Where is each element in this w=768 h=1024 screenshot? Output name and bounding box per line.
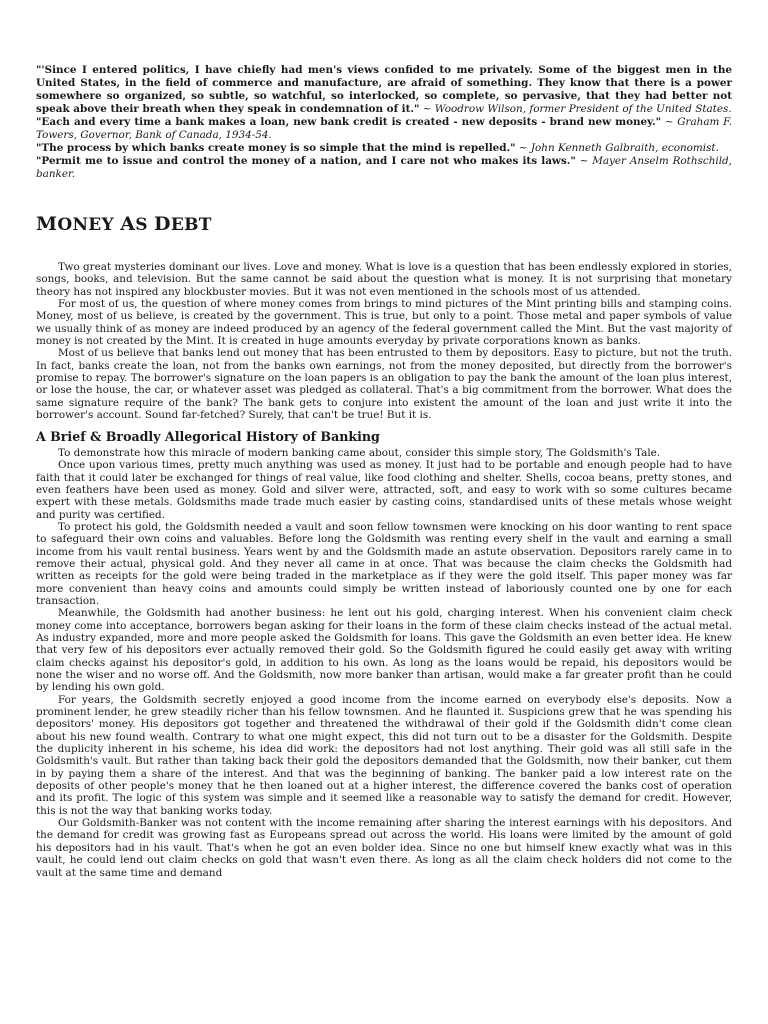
section-paragraph: Our Goldsmith-Banker was not content with the income remaining after sharing the interest earnings with his depositors. And the demand for credit was growing fast as Europeans spread out across the world. His loans were limited by the amount of gold his depositors had in his vault. That's when he got an even bolder idea. Since no one but himself knew exactly what was in this vault, he could lend out claim checks on gold that wasn't even there. As long as all the claim check holders did not come to the vault at the same time and demand — [36, 817, 732, 879]
title-part: ONEY — [57, 215, 121, 235]
quote-rothschild — [36, 155, 732, 181]
quote-attribution: ~ Woodrow Wilson, former President of the United States. — [419, 103, 732, 115]
title-initial-m: M — [36, 213, 58, 235]
quote-text: "'Since I entered politics, I have chiefly had men's views confided to me privately. Some of the biggest men in the United States, in the field of commerce and manufacture, are afraid of something. They know that there is a power somewhere so organized, so subtle, so watchful, so interlocked, so complete, so pervasive, that they had better not speak above their breath when they speak in condemnation of it." — [36, 64, 732, 115]
section-paragraph: To protect his gold, the Goldsmith needed a vault and soon fellow townsmen were knocking on his door wanting to rent space to safeguard their own coins and valuables. Before long the Goldsmith was renting every shelf in the vault and earning a small income from his vault rental business. Years went by and the Goldsmith made an astute observation. Depositors rarely came in to remove their actual, physical gold. And they never all came in at once. That was because the claim checks the Goldsmith had written as receipts for the gold were being traded in the marketplace as if they were the gold itself. This paper money was far more convenient than heavy coins and amounts could simply be written instead of laboriously counted one by one for each transaction. — [36, 520, 732, 607]
quote-text: "Permit me to issue and control the money of a nation, and I care not who makes its laws." — [36, 155, 576, 167]
intro-paragraph: Most of us believe that banks lend out money that has been entrusted to them by depositors. Easy to picture, but not the truth. In fact, banks create the loan, not from the banks own earnings, not from the money deposited, but directly from the borrower's promise to repay. The borrower's signature on the loan papers is an obligation to pay the bank the amount of the loan plus interest, or lose the house, the car, or whatever asset was pledged as collateral. That's a big commitment from the borrower. What does the same signature require of the bank? The bank gets to conjure into existent the amount of the loan and just write it into the borrower's account. Sound far-fetched? Surely, that can't be true! But it is. — [36, 347, 732, 422]
epigraph-quotes — [36, 64, 732, 181]
quote-text: "Each and every time a bank makes a loan, new bank credit is created - new deposits - brand new money." — [36, 116, 662, 128]
intro-paragraph: Two great mysteries dominant our lives. Love and money. What is love is a question that has been endlessly explored in stories, songs, books, and television. But the same cannot be said about the question what is money. It is not surprising that monetary theory has not inspired any blockbuster movies. But it was not even mentioned in the schools most of us attended. — [36, 261, 732, 298]
intro-paragraph: For most of us, the question of where money comes from brings to mind pictures of the Mint printing bills and stamping coins. Money, most of us believe, is created by the government. This is true, but only to a point. Those metal and paper symbols of value we usually think of as money are indeed produced by an agency of the federal government called the Mint. But the vast majority of money is not created by the Mint. It is created in huge amounts everyday by private corporations known as banks. — [36, 298, 732, 348]
section-heading: A Brief & Broadly Allegorical History of Banking — [36, 429, 380, 445]
quote-text: "The process by which banks create money is so simple that the mind is repelled." — [36, 142, 516, 154]
quote-attribution: ~ Graham F. Towers, Governor, Bank of Canada, 1934-54. — [36, 116, 732, 141]
title-initial-d: D — [154, 213, 171, 235]
section-paragraph: For years, the Goldsmith secretly enjoyed a good income from the income earned on everybody else's deposits. Now a prominent lender, he grew steadily richer than his fellow townsmen. And he flaunted it. Suspicions grew that he was spending his depositors' money. His depositors got together and threatened the withdrawal of their gold if the Goldsmith didn't come clean about his new found wealth. Contrary to what one might expect, this did not turn out to be a disaster for the Goldsmith. Despite the duplicity inherent in his scheme, his idea did work: the depositors had not lost anything. Their gold was all still safe in the Goldsmith's vault. But rather than taking back their gold the depositors demanded that the Goldsmith, now their banker, cut them in by paying them a share of the interest. And that was the beginning of banking. The banker paid a low interest rate on the deposits of other people's money that he then loaned out at a higher interest, the difference covered the banks cost of operation and its profit. The logic of this system was simple and it seemed like a reasonable way to satisfy the demand for credit. However, this is not the way that banking works today. — [36, 693, 732, 817]
quote-wilson — [36, 64, 732, 116]
title-part: S — [135, 215, 155, 235]
quote-attribution: ~ Mayer Anselm Rothschild, banker. — [36, 155, 732, 180]
title-initial-a: A — [120, 213, 136, 235]
title-part: EBT — [170, 215, 212, 235]
quote-attribution: ~ John Kenneth Galbraith, economist. — [515, 142, 719, 154]
section-paragraph: Meanwhile, the Goldsmith had another business: he lent out his gold, charging interest. When his convenient claim check money come into acceptance, borrowers began asking for their loans in the form of these claim checks instead of the actual metal. As industry expanded, more and more people asked the Goldsmith for loans. This gave the Goldsmith an even better idea. He knew that very few of his depositors ever actually removed their gold. So the Goldsmith figured he could easily get away with writing claim checks against his depositor's gold, in addition to his own. As long as the loans would be repaid, his depositors would be none the wiser and no worse off. And the Goldsmith, now more banker than artisan, would make a far greater profit than he could by lending his own gold. — [36, 607, 732, 694]
quote-galbraith — [36, 142, 732, 155]
page-title — [36, 213, 732, 235]
document-page — [36, 64, 732, 879]
section-paragraph: To demonstrate how this miracle of modern banking came about, consider this simple story, The Goldsmith's Tale. — [58, 446, 661, 459]
section-paragraph: Once upon various times, pretty much anything was used as money. It just had to be portable and enough people had to have faith that it could later be exchanged for things of real value, like food clothing and shelter. Shells, cocoa beans, pretty stones, and even feathers have been used as money. Gold and silver were, attracted, soft, and easy to work with so some cultures became expert with these metals. Goldsmiths made trade much easier by casting coins, standardised units of these metals whose weight and purity was certified. — [36, 459, 732, 521]
article-body — [36, 261, 732, 879]
quote-towers — [36, 116, 732, 142]
